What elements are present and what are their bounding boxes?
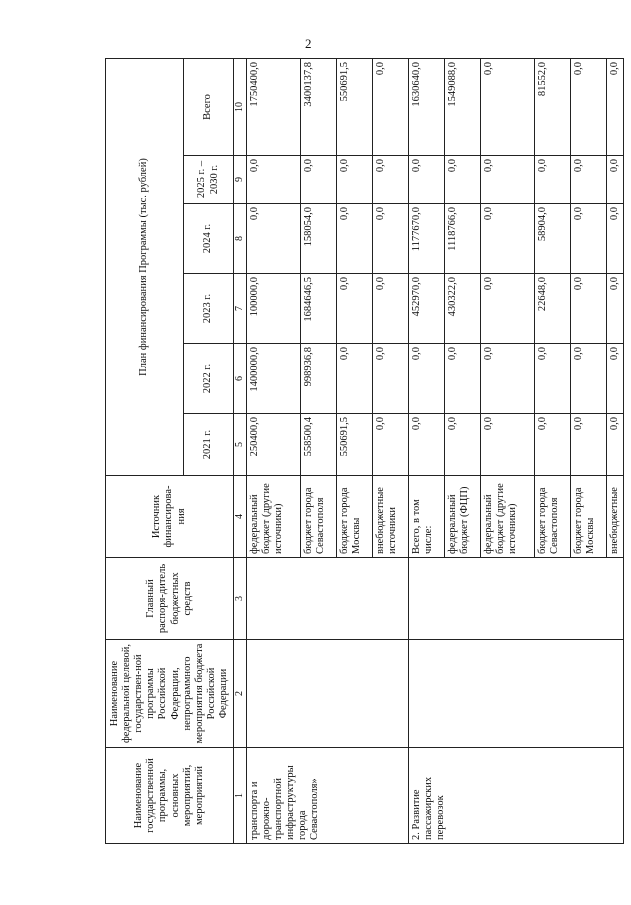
table-row [246, 58, 300, 843]
page-number: 2 [305, 36, 312, 51]
header-plan: План финансирования Программы (тыс. рублей) [106, 58, 184, 475]
amount-cell: 158054,0 [300, 204, 336, 274]
source-cell: бюджет города Москвы [336, 476, 372, 558]
amount-cell: 998936,8 [300, 344, 336, 414]
source-cell: бюджет города Севастополя [300, 476, 336, 558]
amount-cell: 0,0 [606, 414, 623, 476]
column-number: 9 [234, 156, 247, 204]
column-number: 6 [234, 344, 247, 414]
amount-cell: 0,0 [246, 156, 300, 204]
header-year-2021: 2021 г. [184, 414, 234, 476]
table-body [246, 58, 623, 843]
amount-cell: 81552,0 [534, 58, 570, 155]
amount-cell: 58904,0 [534, 204, 570, 274]
amount-cell: 0,0 [534, 156, 570, 204]
header-year-2023: 2023 г. [184, 274, 234, 344]
amount-cell: 0,0 [336, 156, 372, 204]
amount-cell: 1630640,0 [408, 58, 444, 155]
amount-cell: 0,0 [336, 204, 372, 274]
amount-cell: 452970,0 [408, 274, 444, 344]
amount-cell: 0,0 [570, 204, 606, 274]
header-year-2024: 2024 г. [184, 204, 234, 274]
amount-cell: 0,0 [534, 414, 570, 476]
amount-cell: 0,0 [408, 414, 444, 476]
amount-cell: 1684646,5 [300, 274, 336, 344]
amount-cell: 22648,0 [534, 274, 570, 344]
amount-cell: 1400000,0 [246, 344, 300, 414]
amount-cell: 550691,5 [336, 414, 372, 476]
column-number: 10 [234, 58, 247, 155]
column-number: 3 [234, 558, 247, 640]
amount-cell: 0,0 [534, 344, 570, 414]
source-cell: бюджет города Москвы [570, 476, 606, 558]
amount-cell: 0,0 [408, 344, 444, 414]
header-manager: Главный распоря-дитель бюджетных средств [106, 558, 234, 640]
column-number: 2 [234, 640, 247, 748]
column-number: 1 [234, 748, 247, 844]
column-number: 4 [234, 476, 247, 558]
amount-cell: 0,0 [606, 204, 623, 274]
manager-cell [408, 558, 623, 640]
column-number: 7 [234, 274, 247, 344]
amount-cell: 0,0 [408, 156, 444, 204]
amount-cell: 0,0 [480, 204, 534, 274]
amount-cell: 100000,0 [246, 274, 300, 344]
amount-cell: 0,0 [480, 156, 534, 204]
source-cell: внебюджетные [606, 476, 623, 558]
fcp-cell [246, 640, 408, 748]
amount-cell: 0,0 [570, 414, 606, 476]
manager-cell [246, 558, 408, 640]
amount-cell: 1118766,0 [444, 204, 480, 274]
amount-cell: 0,0 [480, 58, 534, 155]
header-year-2025-2030: 2025 г. – 2030 г. [184, 156, 234, 204]
program-name-cell: транспорта и дорожно-транспортной инфраструктуры города Севастополя» [246, 748, 408, 844]
amount-cell: 0,0 [444, 414, 480, 476]
amount-cell: 0,0 [372, 156, 408, 204]
table-row [408, 58, 444, 843]
amount-cell: 0,0 [480, 344, 534, 414]
amount-cell: 430322,0 [444, 274, 480, 344]
amount-cell: 0,0 [246, 204, 300, 274]
amount-cell: 0,0 [336, 274, 372, 344]
amount-cell: 1549088,0 [444, 58, 480, 155]
source-cell: бюджет города Севастополя [534, 476, 570, 558]
amount-cell: 0,0 [570, 156, 606, 204]
amount-cell: 0,0 [606, 344, 623, 414]
amount-cell: 0,0 [300, 156, 336, 204]
amount-cell: 0,0 [444, 156, 480, 204]
source-cell: федеральный бюджет (другие источники) [480, 476, 534, 558]
financing-table [105, 58, 624, 844]
amount-cell: 250400,0 [246, 414, 300, 476]
source-cell: федеральный бюджет (другие источники) [246, 476, 300, 558]
column-number: 5 [234, 414, 247, 476]
amount-cell: 558500,4 [300, 414, 336, 476]
header-source: Источник финансирова-ния [106, 476, 234, 558]
rotated-table-wrapper [105, 59, 620, 844]
amount-cell: 0,0 [372, 58, 408, 155]
header-program: Наименование государственной программы, основных мероприятий, мероприятий [106, 748, 234, 844]
header-total: Всего [184, 58, 234, 155]
amount-cell: 0,0 [570, 274, 606, 344]
amount-cell: 0,0 [606, 274, 623, 344]
amount-cell: 0,0 [444, 344, 480, 414]
amount-cell: 0,0 [480, 414, 534, 476]
amount-cell: 0,0 [372, 274, 408, 344]
source-cell: федеральный бюджет (ФЦП) [444, 476, 480, 558]
amount-cell: 0,0 [372, 414, 408, 476]
header-year-2022: 2022 г. [184, 344, 234, 414]
source-cell: внебюджетные источники [372, 476, 408, 558]
amount-cell: 0,0 [372, 204, 408, 274]
source-cell: Всего, в том числе: [408, 476, 444, 558]
header-fcp: Наименование федеральной целевой, государствен-ной программы Российской Федерации, непрограммного мероприятия бюджета Российской Федерации [106, 640, 234, 748]
amount-cell: 0,0 [336, 344, 372, 414]
amount-cell: 0,0 [480, 274, 534, 344]
amount-cell: 0,0 [372, 344, 408, 414]
amount-cell: 1750400,0 [246, 58, 300, 155]
amount-cell: 1177670,0 [408, 204, 444, 274]
column-number: 8 [234, 204, 247, 274]
amount-cell: 0,0 [570, 58, 606, 155]
amount-cell: 550691,5 [336, 58, 372, 155]
amount-cell: 0,0 [606, 58, 623, 155]
subprogram-name-cell: 2. Развитие пассажирских перевозок [408, 748, 623, 844]
amount-cell: 3400137,8 [300, 58, 336, 155]
amount-cell: 0,0 [606, 156, 623, 204]
fcp-cell [408, 640, 623, 748]
amount-cell: 0,0 [570, 344, 606, 414]
